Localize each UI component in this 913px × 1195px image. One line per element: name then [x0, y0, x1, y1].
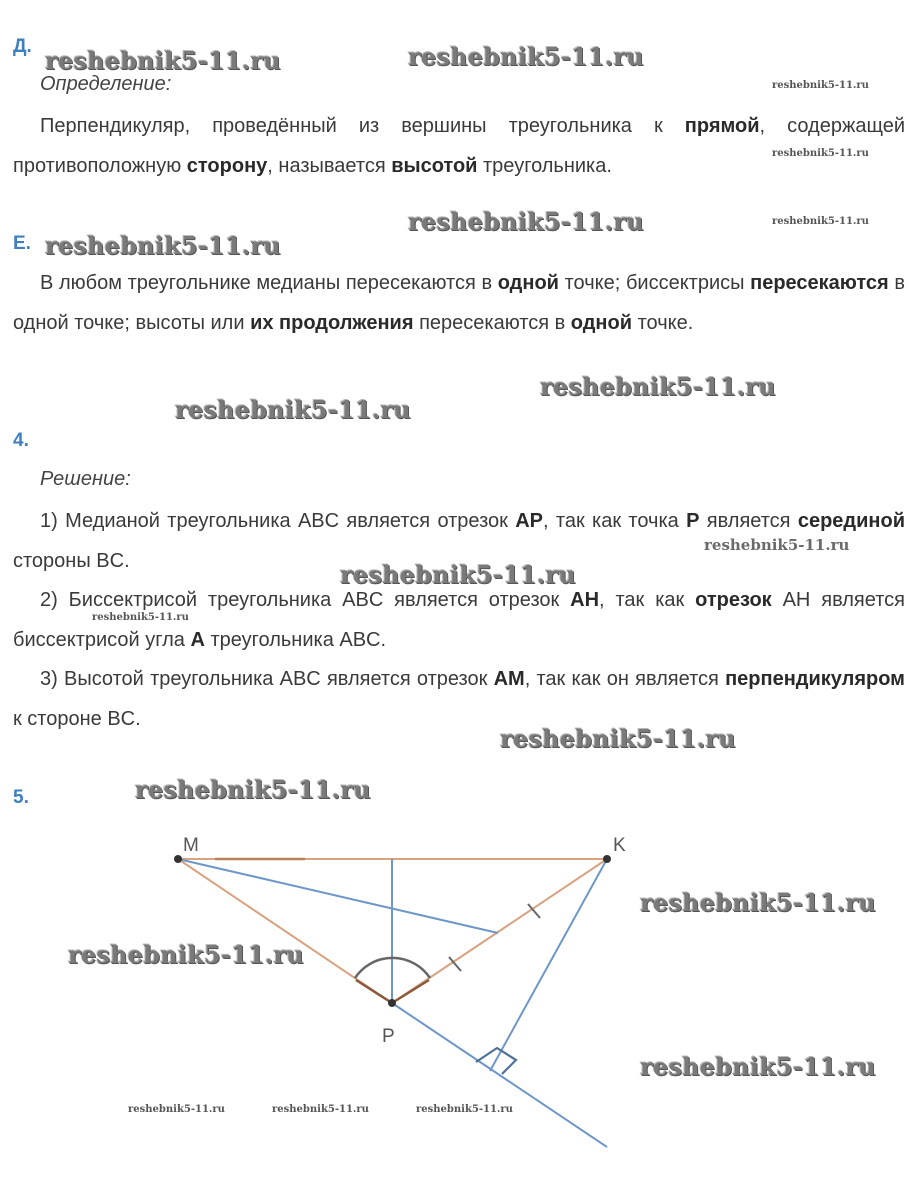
section-d-paragraph: Перпендикуляр, проведённый из вершины треугольника к прямой, содержащей противоположную сторону, называется высотой треугольника.: [13, 115, 905, 177]
watermark: reshebnik5-11.ru: [640, 888, 876, 917]
solution-item-1: 1) Медианой треугольника ABC является отрезок AP, так как точка P является серединой стороны BC.: [13, 510, 905, 572]
point-p: [388, 999, 396, 1007]
watermark: reshebnik5-11.ru: [92, 612, 189, 623]
watermark: reshebnik5-11.ru: [45, 231, 281, 260]
watermark: reshebnik5-11.ru: [704, 536, 850, 554]
watermark: reshebnik5-11.ru: [640, 1052, 876, 1081]
watermark: reshebnik5-11.ru: [500, 724, 736, 753]
section-e-label: Е.: [13, 233, 31, 254]
watermark: reshebnik5-11.ru: [128, 1104, 225, 1115]
point-k: [603, 855, 611, 863]
watermark: reshebnik5-11.ru: [340, 560, 576, 589]
watermark: reshebnik5-11.ru: [772, 148, 869, 159]
watermark: reshebnik5-11.ru: [135, 775, 371, 804]
definition-title: Определение:: [40, 73, 172, 95]
section-e-paragraph: В любом треугольнике медианы пересекаются в одной точке; биссектрисы пересекаются в одной точке; высоты или их продолжения пересекаются в одной точке.: [13, 272, 905, 334]
extension-line: [392, 1003, 607, 1147]
arc-dark-2: [392, 980, 429, 1003]
label-k: K: [613, 835, 626, 856]
watermark: reshebnik5-11.ru: [772, 216, 869, 227]
watermark: reshebnik5-11.ru: [408, 42, 644, 71]
section-5-label: 5.: [13, 787, 29, 808]
section-d-label: Д.: [13, 36, 32, 57]
label-m: M: [183, 835, 199, 856]
watermark: reshebnik5-11.ru: [416, 1104, 513, 1115]
solution-item-2: 2) Биссектрисой треугольника ABC является отрезок AH, так как отрезок AH является биссектрисой угла A треугольника ABC.: [13, 589, 905, 651]
point-m: [174, 855, 182, 863]
altitude-line: [490, 859, 607, 1071]
solution-item-3: 3) Высотой треугольника ABC является отрезок AM, так как он является перпендикуляром к стороне BC.: [13, 668, 905, 730]
segment-pk: [392, 859, 607, 1003]
solution-title: Решение:: [40, 468, 131, 490]
label-p: P: [382, 1026, 395, 1047]
watermark: reshebnik5-11.ru: [772, 80, 869, 91]
watermark: reshebnik5-11.ru: [68, 940, 304, 969]
section-4-label: 4.: [13, 430, 29, 451]
watermark: reshebnik5-11.ru: [45, 46, 281, 75]
median-line: [178, 859, 498, 933]
watermark: reshebnik5-11.ru: [408, 207, 644, 236]
watermark: reshebnik5-11.ru: [175, 395, 411, 424]
watermark: reshebnik5-11.ru: [540, 372, 776, 401]
watermark: reshebnik5-11.ru: [272, 1104, 369, 1115]
arc-dark-1: [356, 980, 392, 1003]
